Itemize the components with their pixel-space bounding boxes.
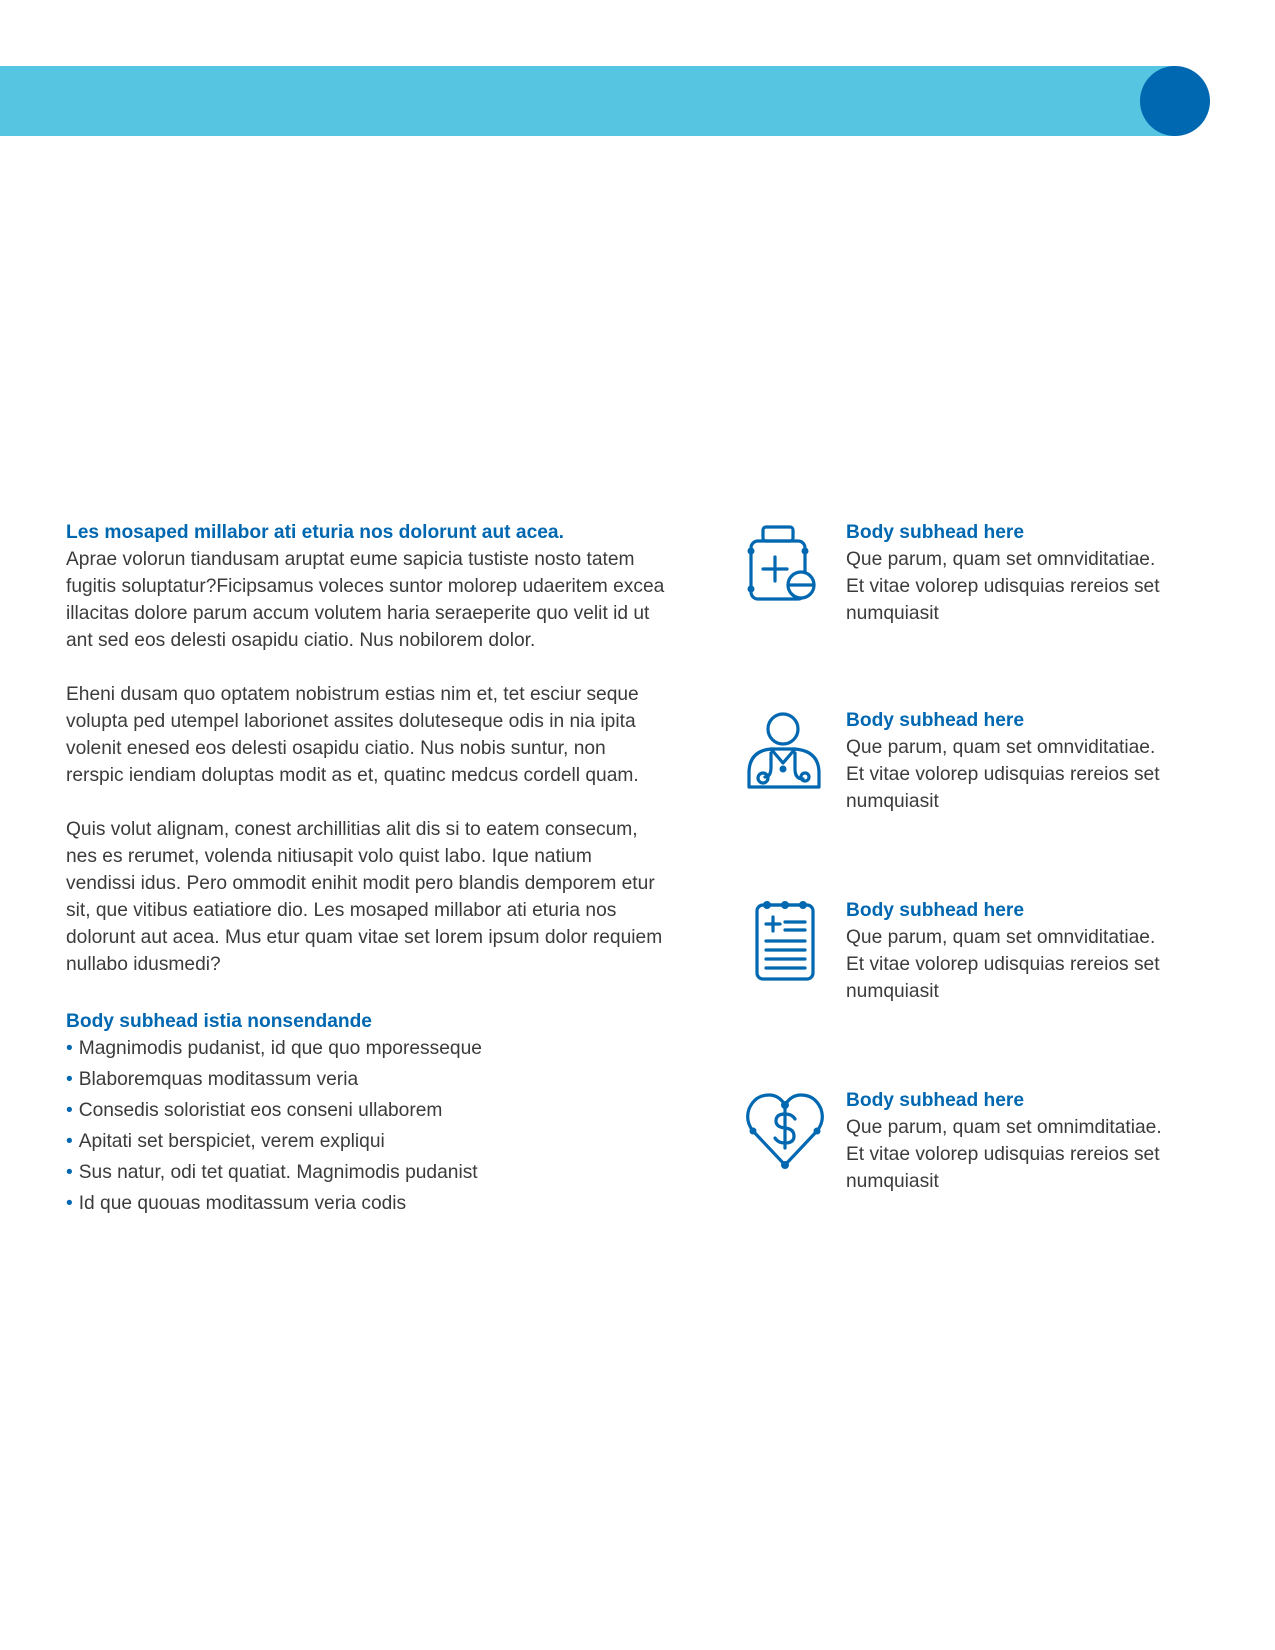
bullet-icon: • xyxy=(66,1193,73,1214)
list-item: • Magnimodis pudanist, id que quo mporesseque xyxy=(66,1038,482,1059)
heart-dollar-icon xyxy=(745,1087,835,1177)
feature-text xyxy=(846,1087,1166,1195)
paragraph-3: Quis volut alignam, conest archillitias alit dis si to eatem consecum, nes es rerumet, volenda nitiusapit volo quist labo. Ique natium vendissi idus. Pero ommodit enihit modit pero blandis demporem etur sit, que vitibus eatiatiore dio. Les mosaped millabor ati eturia nos dolorunt aut acea. Mus etur quam vitae set lorem ipsum dolor requiem nullabo idusmedi? xyxy=(66,819,663,975)
feature-subhead: Body subhead here xyxy=(846,710,1025,731)
medicine-bottle-icon xyxy=(745,519,835,609)
list-item: • Blaboremquas moditassum veria xyxy=(66,1069,359,1090)
doctor-icon xyxy=(745,707,835,797)
lead-headline: Les mosaped millabor ati eturia nos dolorunt aut acea. xyxy=(66,522,564,543)
list-item: • Id que quouas moditassum veria codis xyxy=(66,1193,407,1214)
list-subhead: Body subhead istia nonsendande xyxy=(66,1011,372,1032)
bullet-icon: • xyxy=(66,1038,73,1059)
bullet-icon: • xyxy=(66,1069,73,1090)
feature-item xyxy=(745,897,1165,1017)
paragraph-2: Eheni dusam quo optatem nobistrum estias nim et, tet esciur seque volupta ped utempel laborionet assites doluteseque odis in nia ipita volenit enesed eos delesti osapidu ciatio. Nus nobis suntur, non rerspic iendiam doluptas modit as et, quatinc medcus cordell quam. xyxy=(66,684,639,786)
bullet-icon: • xyxy=(66,1100,73,1121)
feature-item xyxy=(745,707,1165,827)
feature-item xyxy=(745,519,1165,639)
medical-clipboard-icon xyxy=(745,897,835,987)
feature-body: Que parum, quam set omnviditatiae. Et vitae volorep udisquias rereios set numquiasit xyxy=(846,737,1160,812)
list-item: • Consedis soloristiat eos conseni ullaborem xyxy=(66,1100,443,1121)
header-dot xyxy=(1140,66,1210,136)
bullet-icon: • xyxy=(66,1162,73,1183)
feature-subhead: Body subhead here xyxy=(846,900,1025,921)
feature-body: Que parum, quam set omnviditatiae. Et vitae volorep udisquias rereios set numquiasit xyxy=(846,927,1160,1002)
main-column xyxy=(66,519,666,1221)
list-item: • Apitati set berspiciet, verem expliqui xyxy=(66,1131,385,1152)
feature-subhead: Body subhead here xyxy=(846,522,1025,543)
header-band xyxy=(0,66,1175,136)
feature-text xyxy=(846,707,1166,815)
bullet-list xyxy=(66,1035,666,1217)
feature-body: Que parum, quam set omnimditatiae. Et vitae volorep udisquias rereios set numquiasit xyxy=(846,1117,1162,1192)
feature-body: Que parum, quam set omnviditatiae. Et vitae volorep udisquias rereios set numquiasit xyxy=(846,549,1160,624)
feature-text xyxy=(846,897,1166,1005)
feature-subhead: Body subhead here xyxy=(846,1090,1025,1111)
list-item: • Sus natur, odi tet quatiat. Magnimodis pudanist xyxy=(66,1162,478,1183)
bullet-icon: • xyxy=(66,1131,73,1152)
feature-text xyxy=(846,519,1166,627)
feature-item xyxy=(745,1087,1165,1207)
paragraph-1: Aprae volorun tiandusam aruptat eume sapicia tustiste nosto tatem fugitis soluptatur?Ficipsamus voleces suntor molorep udaeritem excea illacitas dolore parum accum volutem haria seraeperite quo velit id ut ant sed eos delesti osapidu ciatio. Nus nobilorem dolor. xyxy=(66,549,665,651)
